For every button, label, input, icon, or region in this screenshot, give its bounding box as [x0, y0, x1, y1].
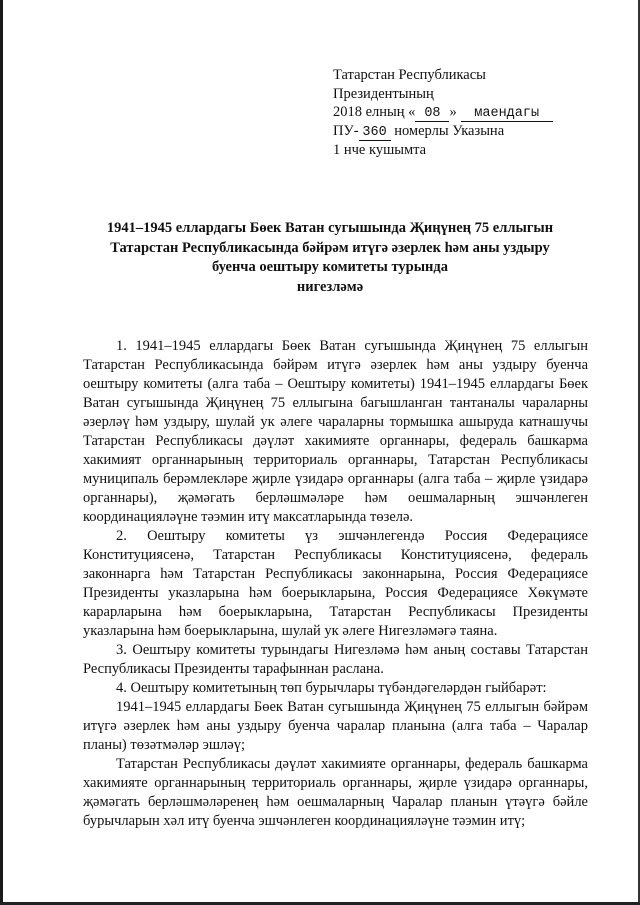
- decree-number: 360: [359, 125, 391, 141]
- date-year-prefix: 2018 елның «: [333, 104, 416, 120]
- scan-left-edge: [0, 0, 3, 905]
- decree-prefix: ПУ-: [333, 123, 359, 139]
- appendix-line-5: 1 нче кушымта: [333, 142, 427, 158]
- appendix-line-2: Президентының: [333, 85, 434, 102]
- paragraph-3: 3. Оештыру комитеты турындагы Нигезләмә һәм аның составы Татарстан Республикасы Президенты тарафыннан раслана.: [83, 642, 588, 677]
- date-month: маендагы: [461, 106, 553, 122]
- paragraph-4: 4. Оештыру комитетының төп бурычлары түбәндәгеләрдән гыйбарәт:: [116, 680, 547, 696]
- appendix-line-1: Татарстан Республикасы: [333, 67, 486, 83]
- title-line-4: нигезләмә: [296, 278, 364, 295]
- decree-suffix: номерлы Указына: [394, 123, 505, 139]
- appendix-decree-line: [333, 122, 553, 141]
- appendix-header: [333, 66, 553, 160]
- paragraph-2: 2. Оештыру комитеты үз эшчәнлегендә Россия Федерациясе Конституциясенә, Татарстан Республикасы Конституциясенә, федераль законнарга һәм Татарстан Республикасы законнарына, Россия Федерациясе Президенты указларына һәм боерыкларына, Россия Федерациясе Хөкүмәте карарларына һәм боерыкларына, Татарстан Республикасы Президенты указларына һәм боерыкларына, шулай ук әлеге Нигезләмәгә таяна.: [83, 528, 588, 639]
- appendix-date-line: [333, 103, 553, 122]
- date-quote-close: »: [449, 104, 457, 120]
- document-title: [60, 219, 600, 297]
- title-line-3: буенча оештыру комитеты турында: [212, 259, 448, 275]
- paragraph-5: 1941–1945 еллардагы Бөек Ватан сугышында Җиңүнең 75 еллыгын бәйрәм итүгә әзерлек һәм аны уздыру буенча чаралар планына (алга таба – Чаралар планы) төзәтмәләр эшләү;: [83, 699, 588, 753]
- paragraph-6: Татарстан Республикасы дәүләт хакимияте органнары, федераль башкарма хакимияте органнарының территориаль органнары, җирле үзидарә органнары, җәмәгать берләшмәләренең һәм оешмаларның Чаралар планын үтәүгә бәйле бурычларын хәл итү буенча эшчәнлеген координацияләүне тәэмин итү;: [83, 756, 588, 829]
- title-line-2: Татарстан Республикасында бәйрәм итүгә әзерлек һәм аны уздыру: [110, 239, 550, 256]
- document-body: [83, 337, 588, 831]
- title-line-1: 1941–1945 еллардагы Бөек Ватан сугышында Җиңүнең 75 еллыгын: [106, 220, 554, 236]
- date-day: 08: [415, 106, 449, 122]
- paragraph-1: 1. 1941–1945 еллардагы Бөек Ватан сугышында Җиңүнең 75 еллыгын Татарстан Республикасында бәйрәм итүгә әзерлек һәм аны уздыру буенча оештыру комитеты (алга таба – Оештыру комитеты) 1941–1945 еллардагы Бөек Ватан сугышында Җиңүнең 75 еллыгына багышланган тантаналы чараларны әзерләү һәм уздыру, шулай ук әлеге чараларны тормышка ашыруда катнашучы Татарстан Республикасы дәүләт хакимияте органнары, федераль башкарма хакимият органнарының территориаль органнары, Татарстан Республикасы муниципаль берәмлекләре җирле үзидарә органнары (алга таба – җирле үзидарә органнары), җәмәгать берләшмәләре һәм оешмаларның эшчәнлеген координацияләүне тәэмин итү максатларында төзелә.: [83, 338, 588, 525]
